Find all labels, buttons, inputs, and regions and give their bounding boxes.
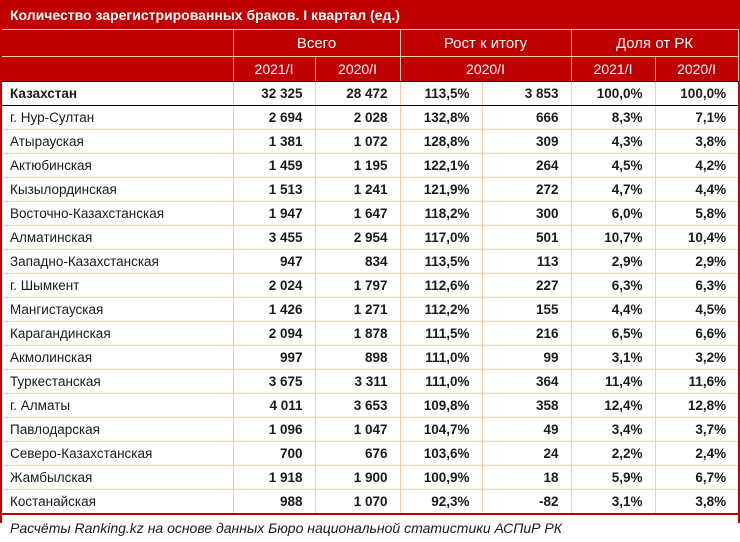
group-header-share: Доля от РК (571, 30, 738, 57)
region-name: Казахстан (2, 82, 233, 106)
value-growth-abs: 364 (482, 370, 571, 394)
value-share-2021: 3,4% (571, 418, 655, 442)
value-growth-abs: 216 (482, 322, 571, 346)
sub-header-total-2020: 2020/I (315, 57, 400, 82)
table-row (2, 82, 738, 106)
value-growth-pct: 111,0% (400, 346, 482, 370)
table-row (2, 274, 738, 298)
value-share-2020: 3,8% (655, 490, 738, 515)
value-growth-pct: 111,5% (400, 322, 482, 346)
value-growth-pct: 100,9% (400, 466, 482, 490)
value-share-2021: 4,5% (571, 154, 655, 178)
group-header-growth: Рост к итогу (400, 30, 571, 57)
value-growth-abs: -82 (482, 490, 571, 515)
value-total-2020: 1 797 (315, 274, 400, 298)
value-growth-abs: 309 (482, 130, 571, 154)
value-growth-pct: 113,5% (400, 82, 482, 106)
value-growth-pct: 113,5% (400, 250, 482, 274)
data-table (2, 2, 739, 542)
region-name: Жамбылская (2, 466, 233, 490)
value-growth-pct: 118,2% (400, 202, 482, 226)
sub-header-growth-2020: 2020/I (400, 57, 571, 82)
value-share-2020: 6,6% (655, 322, 738, 346)
table-row (2, 106, 738, 130)
value-total-2021: 997 (233, 346, 315, 370)
value-growth-pct: 112,2% (400, 298, 482, 322)
value-share-2021: 2,9% (571, 250, 655, 274)
value-growth-abs: 300 (482, 202, 571, 226)
value-growth-abs: 501 (482, 226, 571, 250)
region-name: Туркестанская (2, 370, 233, 394)
value-share-2020: 3,2% (655, 346, 738, 370)
value-total-2020: 3 653 (315, 394, 400, 418)
value-share-2021: 8,3% (571, 106, 655, 130)
table-row (2, 298, 738, 322)
value-share-2020: 6,7% (655, 466, 738, 490)
value-growth-abs: 264 (482, 154, 571, 178)
value-share-2020: 4,5% (655, 298, 738, 322)
value-total-2021: 1 459 (233, 154, 315, 178)
table-row (2, 394, 738, 418)
value-share-2021: 6,5% (571, 322, 655, 346)
value-total-2021: 700 (233, 442, 315, 466)
value-total-2021: 1 918 (233, 466, 315, 490)
value-growth-pct: 104,7% (400, 418, 482, 442)
value-share-2020: 10,4% (655, 226, 738, 250)
value-growth-pct: 92,3% (400, 490, 482, 515)
value-share-2021: 12,4% (571, 394, 655, 418)
value-total-2020: 1 271 (315, 298, 400, 322)
value-growth-pct: 111,0% (400, 370, 482, 394)
value-total-2020: 1 900 (315, 466, 400, 490)
value-total-2021: 1 426 (233, 298, 315, 322)
value-total-2021: 2 094 (233, 322, 315, 346)
value-total-2020: 28 472 (315, 82, 400, 106)
value-total-2021: 1 513 (233, 178, 315, 202)
value-share-2020: 5,8% (655, 202, 738, 226)
value-total-2020: 1 647 (315, 202, 400, 226)
value-share-2020: 2,9% (655, 250, 738, 274)
value-growth-pct: 103,6% (400, 442, 482, 466)
sub-header-total-2021: 2021/I (233, 57, 315, 82)
value-total-2021: 1 381 (233, 130, 315, 154)
value-share-2021: 2,2% (571, 442, 655, 466)
value-total-2021: 947 (233, 250, 315, 274)
value-growth-pct: 121,9% (400, 178, 482, 202)
value-growth-abs: 666 (482, 106, 571, 130)
region-name: Западно-Казахстанская (2, 250, 233, 274)
value-share-2021: 3,1% (571, 346, 655, 370)
value-total-2020: 2 954 (315, 226, 400, 250)
value-share-2020: 6,3% (655, 274, 738, 298)
table-row (2, 418, 738, 442)
region-name: Восточно-Казахстанская (2, 202, 233, 226)
value-share-2021: 6,3% (571, 274, 655, 298)
region-name: г. Шымкент (2, 274, 233, 298)
title-row (2, 2, 738, 30)
value-total-2020: 1 195 (315, 154, 400, 178)
value-total-2021: 32 325 (233, 82, 315, 106)
value-growth-abs: 358 (482, 394, 571, 418)
table-row (2, 154, 738, 178)
value-share-2020: 7,1% (655, 106, 738, 130)
group-header-row (2, 30, 738, 57)
value-growth-abs: 3 853 (482, 82, 571, 106)
value-total-2020: 834 (315, 250, 400, 274)
value-total-2020: 1 047 (315, 418, 400, 442)
sub-header-share-2021: 2021/I (571, 57, 655, 82)
value-share-2020: 100,0% (655, 82, 738, 106)
value-growth-pct: 132,8% (400, 106, 482, 130)
value-share-2020: 3,7% (655, 418, 738, 442)
value-total-2021: 4 011 (233, 394, 315, 418)
value-share-2020: 3,8% (655, 130, 738, 154)
table-row (2, 442, 738, 466)
region-name: г. Алматы (2, 394, 233, 418)
value-share-2020: 4,4% (655, 178, 738, 202)
value-growth-pct: 117,0% (400, 226, 482, 250)
value-total-2020: 2 028 (315, 106, 400, 130)
value-share-2020: 2,4% (655, 442, 738, 466)
value-total-2021: 3 455 (233, 226, 315, 250)
value-share-2021: 4,3% (571, 130, 655, 154)
value-share-2021: 4,7% (571, 178, 655, 202)
region-name: Мангистауская (2, 298, 233, 322)
value-share-2021: 11,4% (571, 370, 655, 394)
table-row (2, 466, 738, 490)
table-row (2, 490, 738, 515)
value-total-2021: 2 024 (233, 274, 315, 298)
value-total-2021: 988 (233, 490, 315, 515)
value-share-2020: 11,6% (655, 370, 738, 394)
region-subheader-blank (2, 57, 233, 82)
table-row (2, 250, 738, 274)
value-growth-abs: 227 (482, 274, 571, 298)
table-row (2, 226, 738, 250)
table-row (2, 370, 738, 394)
region-name: Кызылординская (2, 178, 233, 202)
value-share-2020: 12,8% (655, 394, 738, 418)
region-name: Северо-Казахстанская (2, 442, 233, 466)
value-total-2020: 1 878 (315, 322, 400, 346)
value-growth-abs: 272 (482, 178, 571, 202)
table-title: Количество зарегистрированных браков. I квартал (ед.) (2, 2, 738, 30)
region-name: г. Нур-Султан (2, 106, 233, 130)
table-row (2, 346, 738, 370)
table-row (2, 202, 738, 226)
value-growth-pct: 112,6% (400, 274, 482, 298)
value-share-2021: 100,0% (571, 82, 655, 106)
value-growth-pct: 109,8% (400, 394, 482, 418)
value-total-2020: 898 (315, 346, 400, 370)
table-body (2, 82, 738, 515)
sub-header-share-2020: 2020/I (655, 57, 738, 82)
value-growth-pct: 122,1% (400, 154, 482, 178)
region-name: Карагандинская (2, 322, 233, 346)
table-row (2, 178, 738, 202)
region-name: Павлодарская (2, 418, 233, 442)
value-growth-pct: 128,8% (400, 130, 482, 154)
source-row (2, 514, 738, 542)
value-growth-abs: 49 (482, 418, 571, 442)
value-growth-abs: 99 (482, 346, 571, 370)
value-total-2021: 2 694 (233, 106, 315, 130)
value-share-2021: 10,7% (571, 226, 655, 250)
value-growth-abs: 155 (482, 298, 571, 322)
value-total-2021: 1 096 (233, 418, 315, 442)
value-total-2020: 1 070 (315, 490, 400, 515)
value-growth-abs: 18 (482, 466, 571, 490)
value-share-2021: 3,1% (571, 490, 655, 515)
region-name: Атырауская (2, 130, 233, 154)
value-total-2020: 676 (315, 442, 400, 466)
value-total-2020: 1 072 (315, 130, 400, 154)
value-share-2021: 4,4% (571, 298, 655, 322)
value-share-2020: 4,2% (655, 154, 738, 178)
region-name: Алматинская (2, 226, 233, 250)
value-total-2020: 3 311 (315, 370, 400, 394)
region-column-header-blank (2, 30, 233, 57)
value-share-2021: 6,0% (571, 202, 655, 226)
source-note: Расчёты Ranking.kz на основе данных Бюро национальной статистики АСПиР РК (2, 514, 738, 542)
value-total-2020: 1 241 (315, 178, 400, 202)
value-growth-abs: 24 (482, 442, 571, 466)
region-name: Актюбинская (2, 154, 233, 178)
value-total-2021: 1 947 (233, 202, 315, 226)
table-row (2, 322, 738, 346)
sub-header-row (2, 57, 738, 82)
region-name: Костанайская (2, 490, 233, 515)
value-share-2021: 5,9% (571, 466, 655, 490)
table-row (2, 130, 738, 154)
group-header-total: Всего (233, 30, 400, 57)
value-growth-abs: 113 (482, 250, 571, 274)
region-name: Акмолинская (2, 346, 233, 370)
value-total-2021: 3 675 (233, 370, 315, 394)
